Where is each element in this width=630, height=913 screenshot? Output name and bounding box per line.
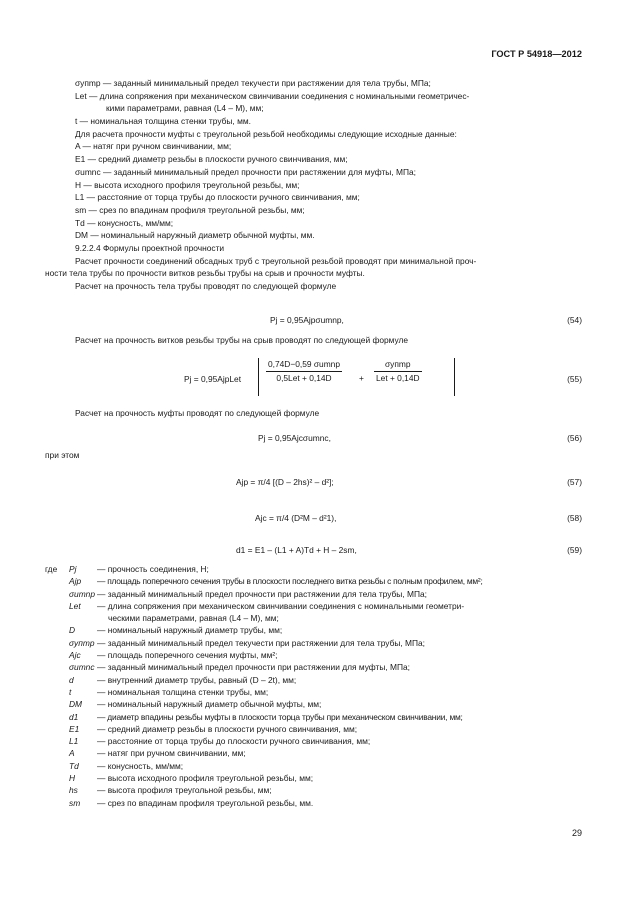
legend-symbol: σупmр: [69, 637, 95, 648]
fraction-denominator: Let + 0,14D: [376, 372, 420, 383]
legend-row: [45, 588, 585, 600]
legend-desc: ческими параметрами, равная (L4 – M), мм;: [108, 613, 279, 624]
text-line: σumnc — заданный минимальный предел прочности при растяжении для муфты, МПа;: [75, 166, 416, 177]
legend-symbol: DM: [69, 699, 83, 710]
equation-number: (55): [567, 374, 582, 384]
body-text-pri-etom: при этом: [45, 450, 80, 460]
legend-symbol: d1: [69, 711, 79, 722]
legend-desc: — срез по впадинам профиля треугольной резьбы, мм.: [97, 797, 314, 808]
legend-row: [45, 575, 585, 587]
legend-desc: — натяг при ручном свинчивании, мм;: [97, 748, 246, 759]
text-line: Для расчета прочности муфты с треугольной резьбой необходимы следующие исходные данные:: [75, 128, 457, 139]
legend-desc: — прочность соединения, Н;: [97, 564, 209, 574]
text-line: Расчет на прочность витков резьбы трубы на срыв проводят по следующей формуле: [75, 335, 409, 345]
legend-symbol: L1: [69, 736, 79, 747]
text-line: Расчет на прочность муфты проводят по следующей формуле: [75, 408, 320, 418]
equation-57: Ajp = π/4 [(D – 2hs)² – d²];: [236, 477, 334, 487]
legend-desc: — номинальный наружный диаметр обычной муфты, мм;: [97, 699, 322, 710]
legend-row: [45, 698, 585, 710]
equation-55: [184, 358, 420, 384]
legend-desc: — высота профиля треугольной резьбы, мм;: [97, 785, 272, 796]
legend-desc: — номинальный наружный диаметр трубы, мм;: [97, 625, 283, 636]
legend-row: [45, 649, 585, 661]
legend-symbol: Ajc: [69, 650, 81, 661]
document-header: ГОСТ Р 54918—2012: [491, 49, 582, 59]
legend-row: [45, 624, 585, 636]
equation-number: (57): [567, 477, 582, 487]
text-line: H — высота исходного профиля треугольной резьбы, мм;: [75, 179, 300, 190]
legend-row: [45, 563, 585, 575]
legend-symbol: Td: [69, 760, 79, 771]
legend-symbol: E1: [69, 723, 80, 734]
legend-desc: — заданный минимальный предел текучести при растяжении для тела трубы, МПа;: [97, 637, 426, 648]
legend-row: [45, 612, 585, 624]
text-line: ности тела трубы по прочности витков резьбы трубы на срыв и прочности муфты.: [45, 268, 365, 279]
legend-row: [45, 747, 585, 759]
legend-symbol: σumnc: [69, 662, 95, 673]
equation-58: Ajc = π/4 (D²M – d²1),: [255, 513, 337, 523]
legend-row: [45, 784, 585, 796]
legend-row: [45, 772, 585, 784]
legend-desc: — заданный минимальный предел прочности при растяжении для тела трубы, МПа;: [97, 588, 427, 599]
equation-54: Pj = 0,95Ajpσumnp,: [270, 315, 344, 325]
legend-desc: — площадь поперечного сечения трубы в плоскости последнего витка резьбы с полным профилем, мм²;: [97, 576, 483, 587]
fraction-denominator: 0,5Let + 0,14D: [276, 372, 332, 383]
legend-row: [45, 686, 585, 698]
legend-symbol: sm: [69, 797, 81, 808]
equation-lhs: Pj = 0,95AjpLet: [184, 374, 242, 384]
legend-row: [45, 674, 585, 686]
equation-56: Pj = 0,95Ajcσumnc,: [258, 433, 331, 443]
equation-number: (56): [567, 433, 582, 443]
legend-symbol: H: [69, 773, 76, 784]
legend-symbol: σumnp: [69, 588, 96, 599]
legend-symbol: t: [69, 686, 72, 697]
body-text: [45, 334, 585, 347]
legend-desc: — номинальная толщина стенки трубы, мм;: [97, 686, 269, 697]
text-line: E1 — средний диаметр резьбы в плоскости ручного свинчивания, мм;: [75, 154, 348, 165]
legend-desc: — площадь поперечного сечения муфты, мм²;: [97, 650, 278, 661]
legend-row: [45, 661, 585, 673]
legend-symbol: D: [69, 625, 76, 636]
fraction-2: [374, 358, 422, 384]
legend-row: [45, 797, 585, 809]
text-line: кими параметрами, равная (L4 – M), мм;: [106, 103, 264, 114]
text-line: t — номинальная толщина стенки трубы, мм.: [75, 116, 251, 127]
plus-sign: +: [359, 373, 364, 383]
legend-symbol: hs: [69, 785, 78, 796]
legend-desc: — расстояние от торца трубы до плоскости ручного свинчивания, мм;: [97, 736, 371, 747]
text-line: Расчет прочности соединений обсадных труб с треугольной резьбой проводят при минимальной проч-: [75, 255, 477, 266]
equation-59: d1 = E1 – (L1 + A)Td + H – 2sm,: [236, 545, 357, 555]
body-text: [45, 407, 585, 420]
legend-where: где: [45, 564, 58, 574]
legend-desc: — высота исходного профиля треугольной резьбы, мм;: [97, 773, 314, 784]
text-line: DM — номинальный наружный диаметр обычной муфты, мм.: [75, 230, 315, 241]
text-line: L1 — расстояние от торца трубы до плоскости ручного свинчивания, мм;: [75, 192, 360, 203]
fraction-1: [266, 358, 342, 384]
legend-row: [45, 723, 585, 735]
legend-desc: — длина сопряжения при механическом свинчивании соединения с номинальными геометри-: [97, 600, 465, 611]
legend-row: [45, 637, 585, 649]
text-line: Td — конусность, мм/мм;: [75, 217, 174, 228]
legend-desc: — средний диаметр резьбы в плоскости ручного свинчивания, мм;: [97, 723, 358, 734]
legend-symbol: Ajp: [69, 576, 82, 587]
equation-number: (59): [567, 545, 582, 555]
legend-symbol: d: [69, 674, 74, 685]
legend-symbol: A: [69, 748, 75, 759]
legend-row: [45, 711, 585, 723]
text-line: Let — длина сопряжения при механическом свинчивании соединения с номинальными геометричес-: [75, 90, 470, 101]
legend-row: [45, 760, 585, 772]
fraction-numerator: σупmр: [374, 358, 422, 372]
equation-number: (58): [567, 513, 582, 523]
text-line: A — натяг при ручном свинчивании, мм;: [75, 141, 232, 152]
legend-row: [45, 735, 585, 747]
legend-desc: — внутренний диаметр трубы, равный (D – 2t), мм;: [97, 674, 297, 685]
fraction-numerator: 0,74D−0,59 σumnp: [266, 358, 342, 372]
symbols-legend: [45, 563, 585, 809]
equation-number: (54): [567, 315, 582, 325]
legend-symbol: Pj: [69, 564, 77, 574]
text-line: σупmр — заданный минимальный предел текучести при растяжении для тела трубы, МПа;: [75, 78, 431, 88]
legend-symbol: Let: [69, 600, 81, 611]
page-number: 29: [571, 828, 582, 838]
section-heading: 9.2.2.4 Формулы проектной прочности: [75, 242, 225, 253]
legend-desc: — заданный минимальный предел прочности при растяжении для муфты, МПа;: [97, 662, 410, 673]
legend-row: [45, 600, 585, 612]
text-line: Расчет на прочность тела трубы проводят по следующей формуле: [75, 281, 337, 291]
text-line: sm — срез по впадинам профиля треугольной резьбы, мм;: [75, 204, 305, 215]
legend-desc: — конусность, мм/мм;: [97, 760, 184, 771]
body-text-top: [45, 77, 585, 293]
legend-desc: — диаметр впадины резьбы муфты в плоскости торца трубы при механическом свинчивании, мм;: [97, 711, 463, 722]
